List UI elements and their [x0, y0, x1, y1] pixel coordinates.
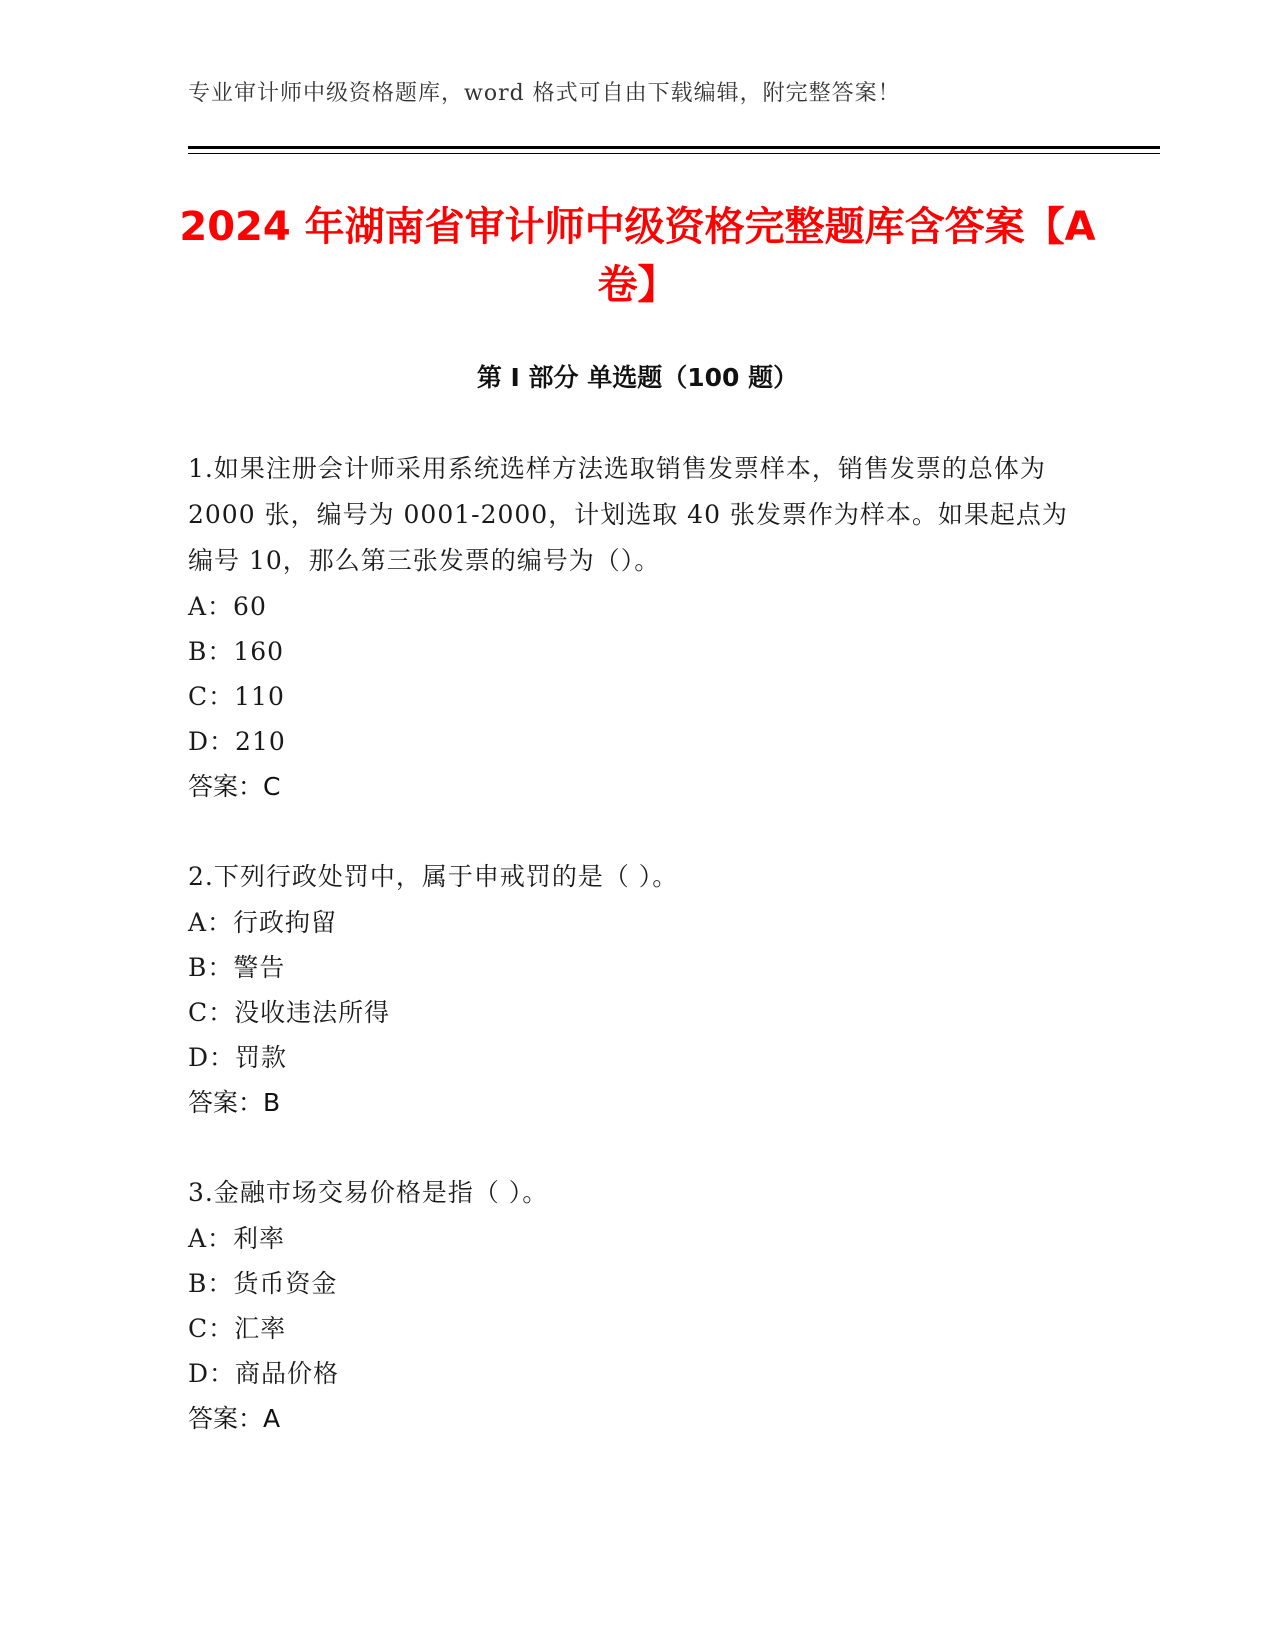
- answer: 答案：B: [188, 1088, 281, 1117]
- option-b: B：160: [188, 637, 285, 666]
- option-d: D：罚款: [188, 1043, 288, 1072]
- option-b: B：货币资金: [188, 1269, 338, 1298]
- answer: 答案：C: [188, 772, 281, 801]
- question-stem: 3.金融市场交易价格是指（ ）。: [188, 1178, 549, 1207]
- question-stem: 2.下列行政处罚中，属于申戒罚的是（ ）。: [188, 862, 679, 891]
- question-2: [188, 854, 1088, 1126]
- option-a: A：利率: [188, 1224, 286, 1253]
- option-a: A：行政拘留: [188, 908, 338, 937]
- header-note: 专业审计师中级资格题库，word 格式可自由下载编辑，附完整答案！: [188, 81, 901, 106]
- option-c: C：汇率: [188, 1314, 287, 1343]
- option-d: D：商品价格: [188, 1359, 340, 1388]
- header-rule-thin: [188, 153, 1160, 154]
- option-d: D：210: [188, 727, 286, 756]
- question-stem: 1.如果注册会计师采用系统选样方法选取销售发票样本，销售发票的总体为 2000 张，编号为 0001-2000，计划选取 40 张发票作为样本。如果起点为编号 10，那么第三张发票的编号为（）。: [188, 454, 1068, 575]
- header-rule-thick: [188, 146, 1160, 149]
- option-c: C：110: [188, 682, 285, 711]
- option-c: C：没收违法所得: [188, 998, 391, 1027]
- question-list: [188, 446, 1088, 1486]
- document-title: 2024 年湖南省审计师中级资格完整题库含答案【A 卷】: [179, 204, 1096, 308]
- section-title: 第 I 部分 单选题（100 题）: [476, 363, 799, 392]
- question-3: [188, 1170, 1088, 1442]
- question-1: [188, 446, 1088, 810]
- answer: 答案：A: [188, 1404, 281, 1433]
- option-a: A：60: [188, 592, 267, 621]
- option-b: B：警告: [188, 953, 286, 982]
